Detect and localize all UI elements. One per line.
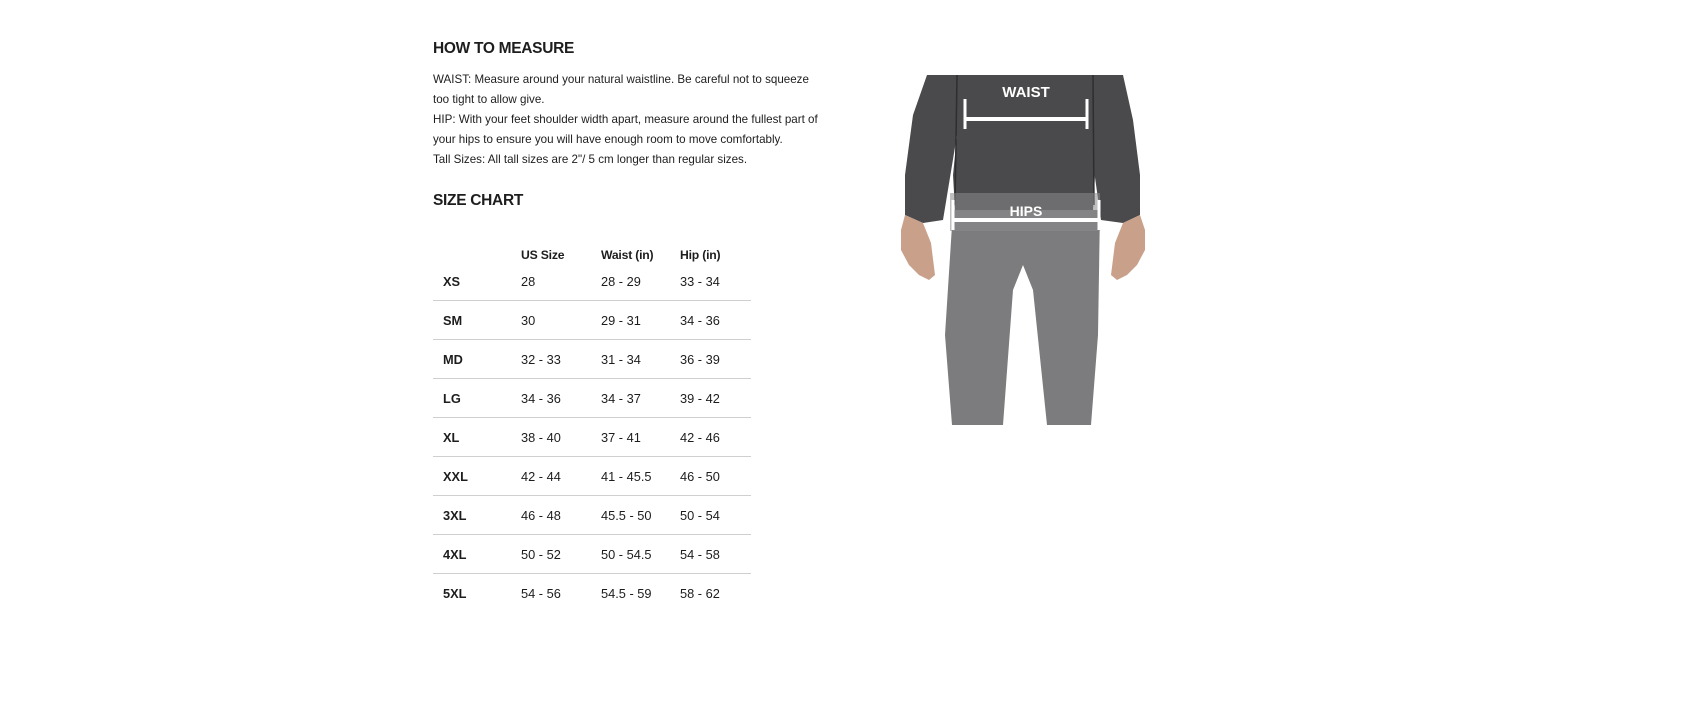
size-label-cell: 5XL [443,585,467,601]
table-row [433,535,751,574]
hip-cell: 50 - 54 [680,496,751,535]
us-size-cell: 38 - 40 [521,418,601,457]
table-header: Waist (in) [601,248,654,262]
table-header: Hip (in) [680,248,721,262]
left-hand [901,215,935,280]
waist-cell: 29 - 31 [601,301,680,340]
table-header [433,242,521,262]
table-header: US Size [521,248,565,262]
table-row [433,457,751,496]
measure-instructions [433,70,823,170]
size-label-cell: MD [433,340,521,379]
size-label-cell: XL [433,418,521,457]
us-size-cell: 34 - 36 [521,379,601,418]
model-illustration [895,75,1150,425]
us-size-cell: 54 - 56 [521,585,561,601]
size-label-cell: 3XL [433,496,521,535]
us-size-cell: 28 [521,262,601,301]
us-size-cell: 42 - 44 [521,457,601,496]
table-row [433,379,751,418]
table-row [433,262,751,301]
measurement-figure [895,75,1150,425]
waist-cell: 34 - 37 [601,379,680,418]
table-header-row [433,242,751,262]
hip-cell: 39 - 42 [680,379,751,418]
hip-cell: 46 - 50 [680,457,751,496]
table-row [433,574,751,613]
waist-instruction: WAIST: Measure around your natural waistline. Be careful not to squeeze too tight to allow give. [433,73,809,106]
size-label-cell: LG [433,379,521,418]
size-label-cell: 4XL [433,535,521,574]
hip-cell: 58 - 62 [680,585,720,601]
waist-cell: 50 - 54.5 [601,535,680,574]
waist-cell: 54.5 - 59 [601,585,652,601]
measure-guide [433,40,823,612]
shirt-seam [1093,75,1094,205]
table-row [433,496,751,535]
table-row [433,418,751,457]
waist-cell: 45.5 - 50 [601,496,680,535]
hips-label: HIPS [1009,203,1043,219]
hip-cell: 54 - 58 [680,535,751,574]
hip-cell: 33 - 34 [680,262,751,301]
tall-sizes-note: Tall Sizes: All tall sizes are 2"/ 5 cm longer than regular sizes. [433,153,748,166]
right-hand [1111,215,1145,280]
table-row [433,340,751,379]
us-size-cell: 50 - 52 [521,535,601,574]
hip-cell: 34 - 36 [680,301,751,340]
table-row [433,301,751,340]
us-size-cell: 32 - 33 [521,340,601,379]
hip-cell: 42 - 46 [680,418,751,457]
size-label-cell: XXL [433,457,521,496]
size-label-cell: SM [433,301,521,340]
waist-cell: 28 - 29 [601,262,680,301]
waist-label: WAIST [1002,84,1050,101]
hip-instruction: HIP: With your feet shoulder width apart, measure around the fullest part of your hips to ensure you will have enough room to move comfortably. [433,113,818,146]
waist-cell: 41 - 45.5 [601,457,680,496]
size-chart-title: SIZE CHART [433,192,524,209]
waist-cell: 31 - 34 [601,340,680,379]
hip-cell: 36 - 39 [680,340,751,379]
us-size-cell: 30 [521,301,601,340]
size-label-cell: XS [433,262,521,301]
how-to-measure-title: HOW TO MEASURE [433,40,575,57]
leggings-shape [945,210,1100,425]
waist-cell: 37 - 41 [601,418,680,457]
size-chart-table [433,242,751,612]
us-size-cell: 46 - 48 [521,496,601,535]
